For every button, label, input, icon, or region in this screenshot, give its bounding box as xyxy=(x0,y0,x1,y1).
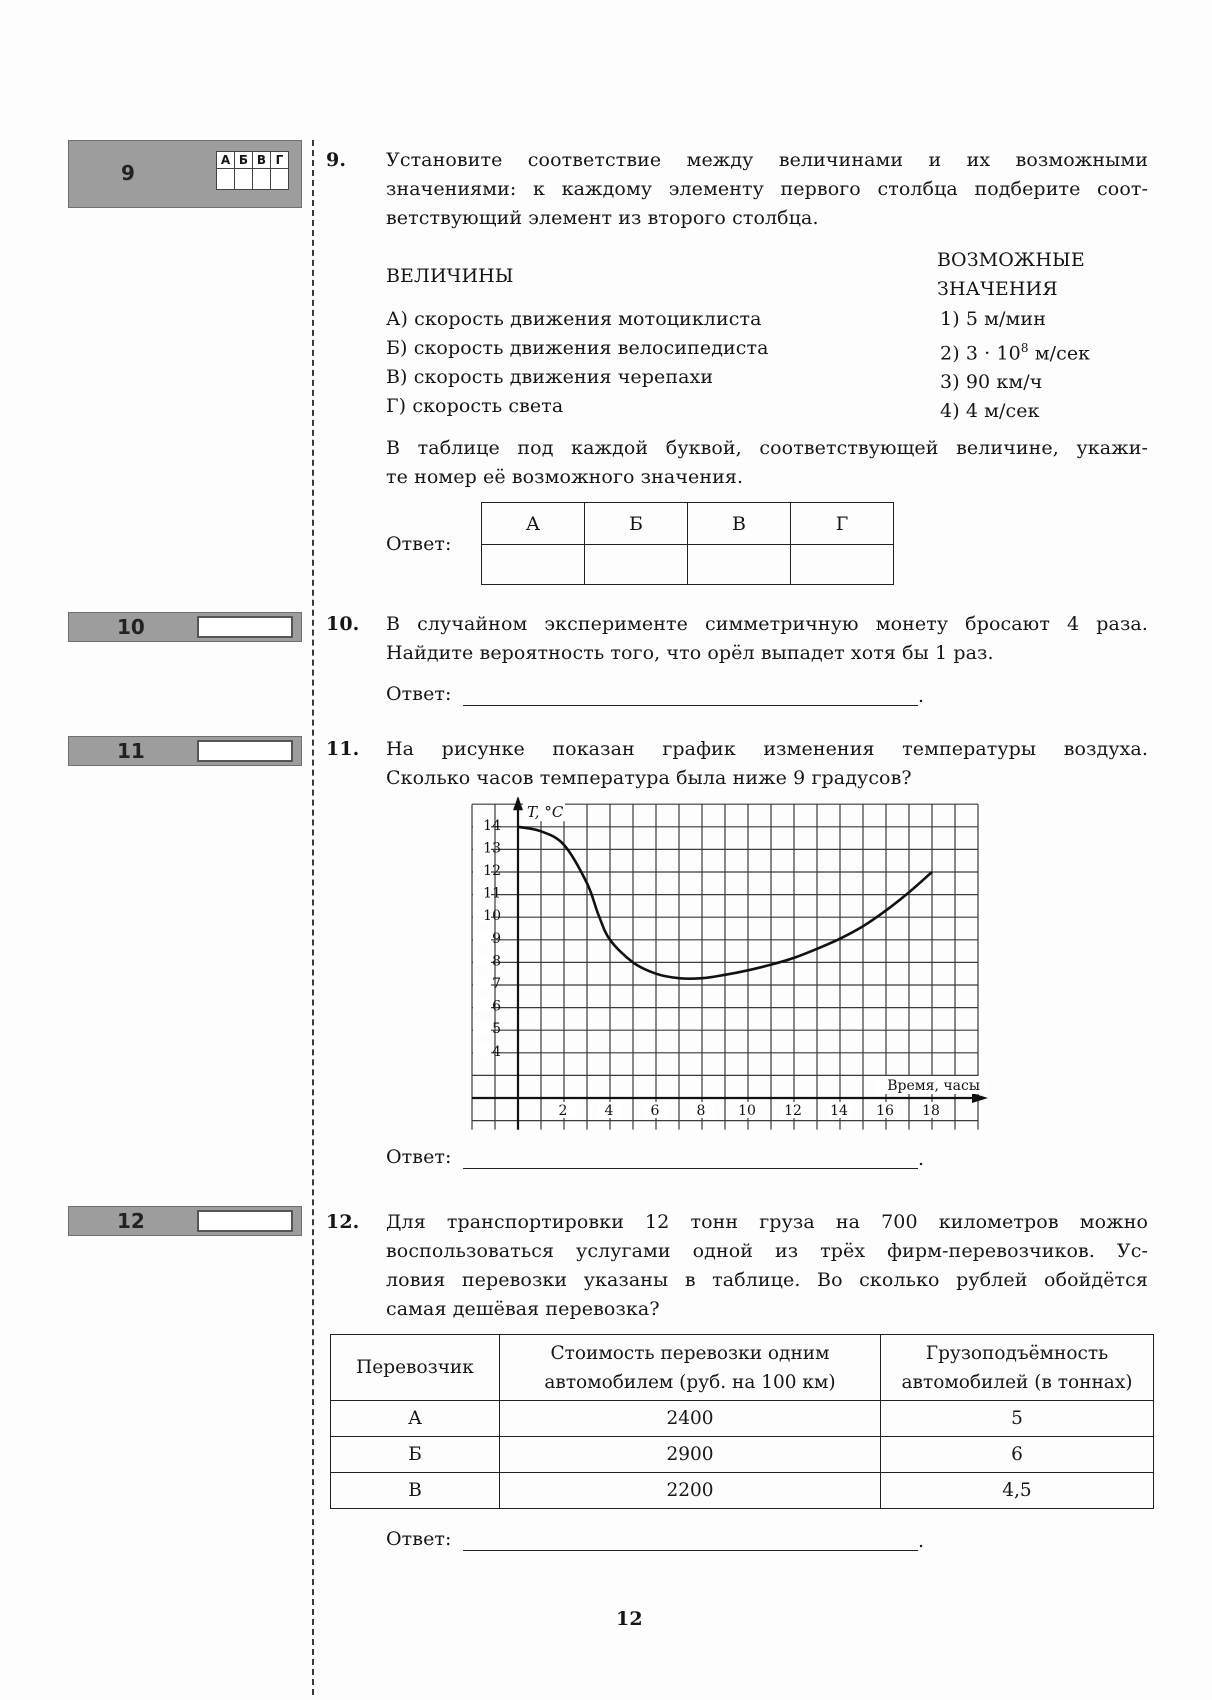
table-header: Б xyxy=(585,503,688,545)
list-item: 1) 5 м/мин xyxy=(940,308,1046,330)
marker-number: 9 xyxy=(121,161,135,185)
tick-label-bg xyxy=(473,1021,491,1034)
x-axis-arrow xyxy=(972,1093,988,1103)
marker-12 xyxy=(68,1206,302,1236)
text-line: В таблице под каждой буквой, соответствующей величине, укажи- xyxy=(386,437,1148,459)
text-line: Сколько часов температура была ниже 9 градусов? xyxy=(386,767,912,789)
cut-line xyxy=(312,140,314,1695)
table-header: А xyxy=(482,503,585,545)
y-tick-label: 5 xyxy=(492,1021,501,1038)
x-tick-label: 16 xyxy=(876,1103,894,1119)
y-tick-label: 4 xyxy=(492,1043,501,1060)
text-line: Найдите вероятность того, что орёл выпадет хотя бы 1 раз. xyxy=(386,642,994,664)
answer-label: Ответ: xyxy=(386,683,452,705)
grid-cell[interactable] xyxy=(271,169,289,190)
table-cell: 4,5 xyxy=(881,1473,1154,1509)
tick-label-bg xyxy=(473,976,491,989)
y-tick-label: 13 xyxy=(483,840,501,857)
carriers-table xyxy=(330,1334,1154,1509)
x-tick-label: 18 xyxy=(922,1103,940,1119)
list-item: 2) $3 \cdot 10^8$ м/сек xyxy=(940,341,1091,365)
table-cell: В xyxy=(331,1473,500,1509)
table-header: В xyxy=(688,503,791,545)
text-line: те номер её возможного значения. xyxy=(386,466,744,488)
table-row xyxy=(331,1401,1154,1437)
table-header: Стоимость перевозки одним автомобилем (руб. на 100 км) xyxy=(500,1335,881,1401)
grid-cell[interactable] xyxy=(217,169,235,190)
text-line: ЗНАЧЕНИЯ xyxy=(937,278,1058,300)
marker-11 xyxy=(68,736,302,766)
question-number: 10. xyxy=(326,613,360,635)
list-item: Б) скорость движения велосипедиста xyxy=(386,337,769,359)
table-cell: 2200 xyxy=(500,1473,881,1509)
question-12-text xyxy=(386,1208,1148,1324)
text-line: ветствующий элемент из второго столбца. xyxy=(386,207,819,229)
y-tick-label: 6 xyxy=(492,998,501,1015)
answer-line[interactable] xyxy=(463,1167,918,1169)
question-9-instruction xyxy=(386,434,1148,492)
table-cell: 2400 xyxy=(500,1401,881,1437)
table-cell: Б xyxy=(331,1437,500,1473)
x-axis-label: Время, часы xyxy=(887,1078,980,1094)
text-line: самая дешёвая перевозка? xyxy=(386,1298,660,1320)
y-tick-label: 14 xyxy=(483,817,501,834)
quantities-list xyxy=(386,305,769,421)
y-axis-label: T, °C xyxy=(527,803,564,822)
answer-box[interactable] xyxy=(197,740,293,762)
list-item: 3) 90 км/ч xyxy=(940,371,1043,394)
question-number: 12. xyxy=(326,1211,360,1233)
answer-line[interactable] xyxy=(463,1549,918,1551)
table-header: Г xyxy=(791,503,894,545)
y-tick-label: 11 xyxy=(483,885,501,902)
y-tick-label: 9 xyxy=(492,930,501,947)
answer-label: Ответ: xyxy=(386,533,452,555)
answer-cell[interactable] xyxy=(791,545,894,585)
grid-letter: Г xyxy=(271,152,289,169)
x-tick-label: 12 xyxy=(784,1103,802,1119)
period: . xyxy=(918,685,925,707)
grid-letter: Б xyxy=(235,152,253,169)
answer-label: Ответ: xyxy=(386,1146,452,1168)
y-tick-label: 10 xyxy=(483,908,501,925)
answer-cell[interactable] xyxy=(585,545,688,585)
list-item: 4) 4 м/сек xyxy=(940,400,1040,423)
period: . xyxy=(918,1530,925,1552)
y-tick-label: 7 xyxy=(492,976,501,992)
table-header: Перевозчик xyxy=(331,1335,500,1401)
tick-label-bg xyxy=(473,931,491,944)
question-9-text xyxy=(386,146,1148,233)
y-tick-label: 8 xyxy=(492,953,501,970)
table-cell: А xyxy=(331,1401,500,1437)
temperature-chart xyxy=(470,796,990,1131)
marker-10 xyxy=(68,612,302,642)
y-axis-arrow xyxy=(513,796,523,810)
grid-cell[interactable] xyxy=(235,169,253,190)
marker-number: 10 xyxy=(117,615,145,639)
question-10-text xyxy=(386,610,1148,668)
text-line: ВОЗМОЖНЫЕ xyxy=(937,249,1085,271)
column-header-quantities: ВЕЛИЧИНЫ xyxy=(386,265,514,287)
text-line: воспользоваться услугами одной из трёх фирм-перевозчиков. Ус- xyxy=(386,1240,1148,1262)
x-tick-label: 14 xyxy=(830,1103,848,1119)
values-list xyxy=(940,305,1090,426)
answer-label: Ответ: xyxy=(386,1528,452,1550)
answer-table xyxy=(481,502,894,585)
answer-box[interactable] xyxy=(197,616,293,638)
grid-cell[interactable] xyxy=(253,169,271,190)
x-tick-label: 6 xyxy=(650,1103,660,1119)
table-cell: 2900 xyxy=(500,1437,881,1473)
x-tick-label: 2 xyxy=(558,1103,568,1119)
text-line: значениями: к каждому элементу первого столбца подберите соот- xyxy=(386,178,1148,200)
page-number: 12 xyxy=(616,1608,643,1630)
y-tick-label: 12 xyxy=(483,863,501,879)
grid-letter: В xyxy=(253,152,271,169)
question-number: 9. xyxy=(326,149,347,171)
answer-cell[interactable] xyxy=(482,545,585,585)
text-line: ловия перевозки указаны в таблице. Во сколько рублей обойдётся xyxy=(386,1269,1148,1291)
question-number: 11. xyxy=(326,738,360,760)
table-cell: 5 xyxy=(881,1401,1154,1437)
period: . xyxy=(918,1148,925,1170)
tick-label-bg xyxy=(473,999,491,1012)
table-row xyxy=(331,1437,1154,1473)
table-header: Грузоподъёмность автомобилей (в тоннах) xyxy=(881,1335,1154,1401)
x-tick-label: 10 xyxy=(738,1103,756,1119)
marker-9 xyxy=(68,140,302,208)
tick-label-bg xyxy=(473,953,491,966)
text-line: Для транспортировки 12 тонн груза на 700 километров можно xyxy=(386,1211,1148,1233)
table-row xyxy=(331,1473,1154,1509)
answer-line[interactable] xyxy=(463,704,918,706)
answer-box[interactable] xyxy=(197,1210,293,1232)
tick-label-bg xyxy=(473,1044,491,1057)
list-item: А) скорость движения мотоциклиста xyxy=(386,308,762,330)
list-item: В) скорость движения черепахи xyxy=(386,366,714,388)
text-line: Установите соответствие между величинами и их возможными xyxy=(386,149,1148,171)
marker-answer-grid[interactable] xyxy=(216,151,289,190)
list-item: Г) скорость света xyxy=(386,395,564,417)
marker-number: 12 xyxy=(117,1209,145,1233)
table-cell: 6 xyxy=(881,1437,1154,1473)
text-line: На рисунке показан график изменения температуры воздуха. xyxy=(386,738,1148,760)
x-tick-label: 4 xyxy=(604,1103,614,1119)
question-11-text xyxy=(386,735,1148,793)
column-header-values xyxy=(937,246,1085,304)
x-tick-label: 8 xyxy=(696,1103,706,1119)
marker-number: 11 xyxy=(117,739,145,763)
grid-letter: А xyxy=(217,152,235,169)
text-line: В случайном эксперименте симметричную монету бросают 4 раза. xyxy=(386,613,1148,635)
answer-cell[interactable] xyxy=(688,545,791,585)
